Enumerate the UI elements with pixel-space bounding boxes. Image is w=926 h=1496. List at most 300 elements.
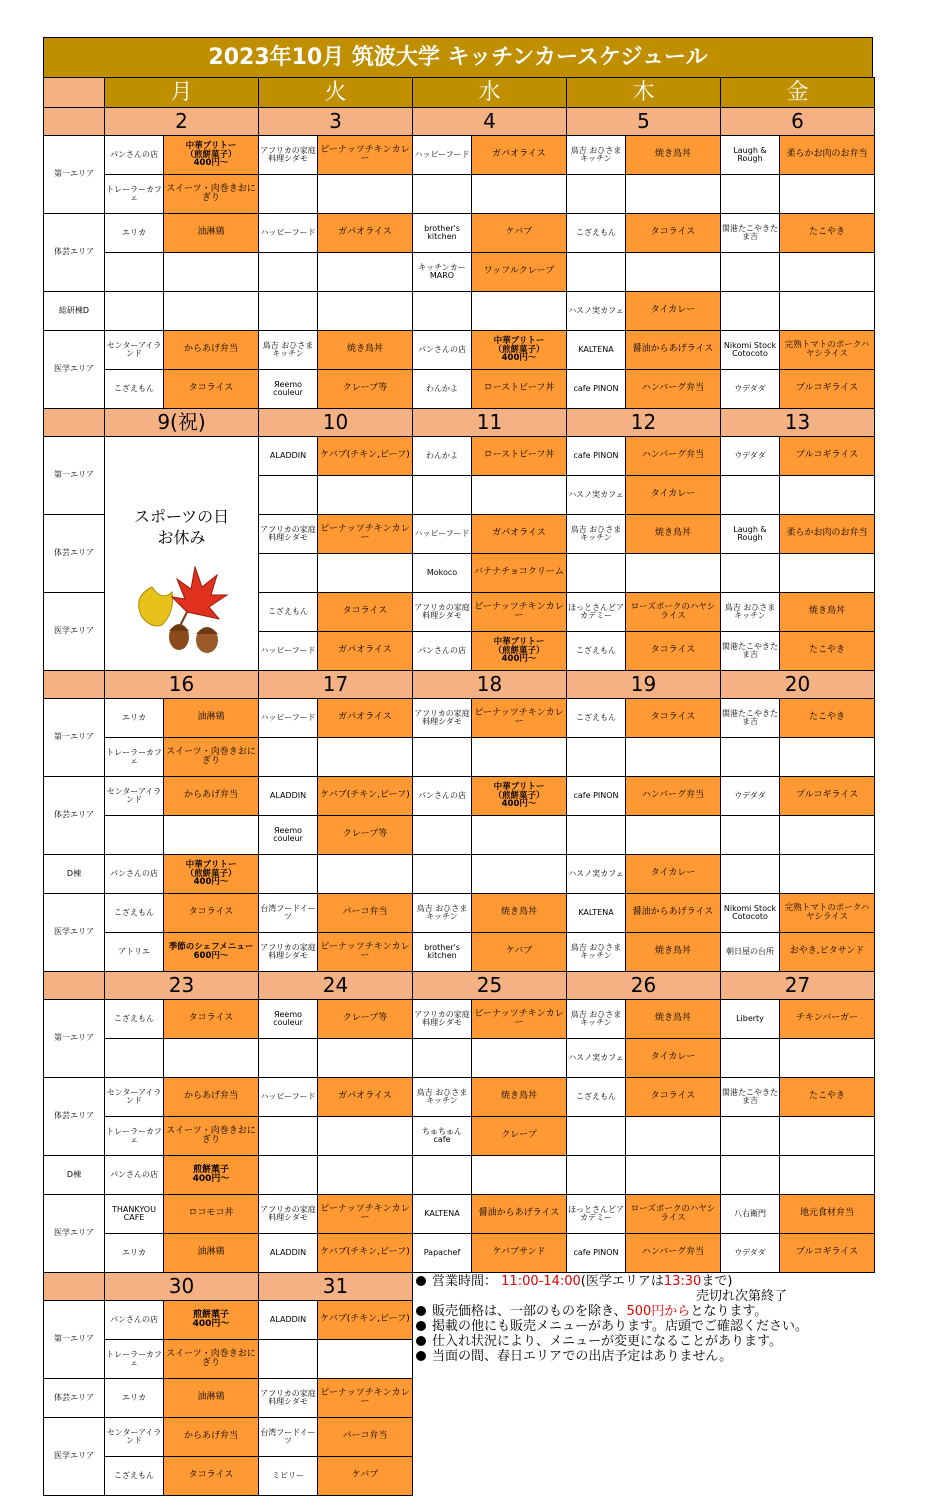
menu-item: タコライス bbox=[625, 213, 721, 253]
empty-menu bbox=[317, 252, 413, 292]
date-row-spacer bbox=[43, 1272, 105, 1301]
shop-name: ハスノ実カフェ bbox=[566, 291, 626, 331]
menu-item: ローズポークのハヤシライス bbox=[625, 592, 721, 632]
shop-name: アフリカの家庭料理シダモ bbox=[258, 1378, 318, 1418]
shop-name: ウデダダ bbox=[720, 1233, 780, 1273]
shop-name: トレーラーカフェ bbox=[104, 1339, 164, 1379]
shop-name: 鳥吉 おひさまキッチン bbox=[412, 893, 472, 933]
menu-item: ガパオライス bbox=[471, 135, 567, 175]
menu-item: ケバブ(チキン,ビーフ) bbox=[317, 1233, 413, 1273]
empty-shop bbox=[258, 1116, 318, 1156]
menu-item: からあげ弁当 bbox=[163, 1077, 259, 1117]
shop-name: THANKYOU CAFE bbox=[104, 1194, 164, 1234]
shop-name: センターアイランド bbox=[104, 1417, 164, 1457]
menu-item: スイーツ・肉巻きおにぎり bbox=[163, 1339, 259, 1379]
area-label: 第一エリア bbox=[43, 135, 105, 214]
menu-item: ケバブ(チキン,ビーフ) bbox=[317, 1300, 413, 1340]
shop-name: センターアイランド bbox=[104, 776, 164, 816]
empty-shop bbox=[412, 737, 472, 777]
menu-item: 油淋鶏 bbox=[163, 1233, 259, 1273]
shop-name: 鳥吉 おひさまキッチン bbox=[566, 514, 626, 554]
area-label: 医学エリア bbox=[43, 330, 105, 409]
empty-shop bbox=[412, 1038, 472, 1078]
shop-name: トレーラーカフェ bbox=[104, 174, 164, 214]
empty-menu bbox=[779, 174, 875, 214]
date-23: 23 bbox=[104, 971, 259, 1000]
shop-name: こざえもん bbox=[258, 592, 318, 632]
menu-item: タイカレー bbox=[625, 854, 721, 894]
menu-item: 醤油からあげライス bbox=[625, 893, 721, 933]
empty-shop bbox=[566, 1155, 626, 1195]
notes bbox=[414, 1274, 874, 1364]
shop-name: こざえもん bbox=[566, 698, 626, 738]
menu-item: チキンバーガー bbox=[779, 999, 875, 1039]
area-label: 第一エリア bbox=[43, 999, 105, 1078]
menu-item: 焼き鳥丼 bbox=[625, 932, 721, 972]
page-title: 2023年10月 筑波大学 キッチンカースケジュール bbox=[43, 37, 873, 78]
menu-item: クレープ等 bbox=[317, 815, 413, 855]
menu-item: ピーナッツチキンカレー bbox=[317, 514, 413, 554]
note-hours bbox=[414, 1274, 874, 1289]
shop-name: ほっとさんどアカデミー bbox=[566, 1194, 626, 1234]
shop-name: ほっとさんどアカデミー bbox=[566, 592, 626, 632]
shop-name: 閖港たこやきたま吉 bbox=[720, 698, 780, 738]
empty-shop bbox=[258, 1038, 318, 1078]
hours-med: 13:30 bbox=[663, 1274, 702, 1289]
empty-menu bbox=[317, 174, 413, 214]
price-post: となります。 bbox=[690, 1304, 768, 1319]
shop-name: cafe PINON bbox=[566, 776, 626, 816]
shop-name: エリカ bbox=[104, 213, 164, 253]
shop-name: Mokoco bbox=[412, 553, 472, 593]
menu-item: 油淋鶏 bbox=[163, 698, 259, 738]
hours-value: 11:00-14:00 bbox=[501, 1274, 581, 1289]
date-row-spacer bbox=[43, 971, 105, 1000]
menu-item: 醤油からあげライス bbox=[471, 1194, 567, 1234]
empty-shop bbox=[720, 737, 780, 777]
empty-menu bbox=[471, 174, 567, 214]
shop-name: 八右衛門 bbox=[720, 1194, 780, 1234]
shop-name: 鳥吉 おひさまキッチン bbox=[566, 999, 626, 1039]
empty-shop bbox=[720, 174, 780, 214]
empty-menu bbox=[625, 252, 721, 292]
area-label: 総研棟D bbox=[43, 291, 105, 331]
empty-menu bbox=[625, 737, 721, 777]
area-label: D棟 bbox=[43, 854, 105, 894]
menu-item: 煎餅菓子 400円～ bbox=[163, 1155, 259, 1195]
empty-shop bbox=[412, 291, 472, 331]
shop-name: アフリカの家庭料理シダモ bbox=[258, 135, 318, 175]
menu-item: 焼き鳥丼 bbox=[625, 514, 721, 554]
date-31: 31 bbox=[258, 1272, 413, 1301]
menu-item: スイーツ・肉巻きおにぎり bbox=[163, 737, 259, 777]
menu-item: タコライス bbox=[163, 999, 259, 1039]
shop-name: 鳥吉 おひさまキッチン bbox=[258, 330, 318, 370]
menu-item: 油淋鶏 bbox=[163, 1378, 259, 1418]
menu-item: ローズポークのハヤシライス bbox=[625, 1194, 721, 1234]
menu-item: からあげ弁当 bbox=[163, 330, 259, 370]
shop-name: ALADDIN bbox=[258, 436, 318, 476]
shop-name: パンさんの店 bbox=[104, 1300, 164, 1340]
shop-name: brother's kitchen bbox=[412, 213, 472, 253]
date-11: 11 bbox=[412, 408, 567, 437]
empty-menu bbox=[317, 475, 413, 515]
day-name-0: 月 bbox=[104, 77, 259, 108]
date-20: 20 bbox=[720, 670, 875, 699]
note-other-menu: 掲載の他にも販売メニューがあります。店頭でご確認ください。 bbox=[414, 1319, 874, 1334]
shop-name: センターアイランド bbox=[104, 1077, 164, 1117]
day-name-4: 金 bbox=[720, 77, 875, 108]
menu-item: ケバブ bbox=[471, 932, 567, 972]
empty-menu bbox=[317, 737, 413, 777]
date-6: 6 bbox=[720, 107, 875, 136]
shop-name: パンさんの店 bbox=[104, 1155, 164, 1195]
menu-item: ピーナッツチキンカレー bbox=[471, 698, 567, 738]
menu-item: たこやき bbox=[779, 631, 875, 671]
menu-item: 完熟トマトのポークハヤシライス bbox=[779, 330, 875, 370]
menu-item: 焼き鳥丼 bbox=[471, 893, 567, 933]
shop-name: わんかよ bbox=[412, 369, 472, 409]
empty-menu bbox=[317, 553, 413, 593]
menu-item: タコライス bbox=[163, 369, 259, 409]
shop-name: アフリカの家庭料理シダモ bbox=[258, 514, 318, 554]
empty-menu bbox=[625, 553, 721, 593]
menu-item: ガパオライス bbox=[317, 213, 413, 253]
shop-name: ハッピーフード bbox=[258, 1077, 318, 1117]
shop-name: パンさんの店 bbox=[412, 330, 472, 370]
empty-menu bbox=[163, 815, 259, 855]
area-label: 医学エリア bbox=[43, 893, 105, 972]
date-26: 26 bbox=[566, 971, 721, 1000]
menu-item: ピーナッツチキンカレー bbox=[317, 932, 413, 972]
menu-item: ケバブ(チキン,ビーフ) bbox=[317, 436, 413, 476]
note-price bbox=[414, 1304, 874, 1319]
shop-name: ハスノ実カフェ bbox=[566, 475, 626, 515]
menu-item: おやき,ピタサンド bbox=[779, 932, 875, 972]
menu-item: 中華ブリトー （煎餅菓子） 400円～ bbox=[163, 854, 259, 894]
shop-name: ちゅちゅん cafe bbox=[412, 1116, 472, 1156]
shop-name: ハッピーフード bbox=[412, 135, 472, 175]
empty-shop bbox=[720, 252, 780, 292]
menu-item: タイカレー bbox=[625, 475, 721, 515]
menu-item: ピーナッツチキンカレー bbox=[471, 999, 567, 1039]
menu-item: タコライス bbox=[625, 1077, 721, 1117]
menu-item: スイーツ・肉巻きおにぎり bbox=[163, 1116, 259, 1156]
area-label: 体芸エリア bbox=[43, 1378, 105, 1418]
day-name-2: 水 bbox=[412, 77, 567, 108]
menu-item: ケバブ bbox=[471, 213, 567, 253]
shop-name: ハッピーフード bbox=[258, 213, 318, 253]
empty-menu bbox=[779, 252, 875, 292]
menu-item: ケバブ(チキン,ビーフ) bbox=[317, 776, 413, 816]
date-16: 16 bbox=[104, 670, 259, 699]
menu-item: バナナチョコクリーム bbox=[471, 553, 567, 593]
empty-menu bbox=[625, 1155, 721, 1195]
empty-menu bbox=[317, 291, 413, 331]
menu-item: ガパオライス bbox=[317, 698, 413, 738]
empty-shop bbox=[720, 1155, 780, 1195]
shop-name: アフリカの家庭料理シダモ bbox=[258, 1194, 318, 1234]
empty-menu bbox=[317, 1339, 413, 1379]
empty-shop bbox=[720, 854, 780, 894]
area-label: 体芸エリア bbox=[43, 514, 105, 593]
shop-name: 鳥吉 おひさまキッチン bbox=[720, 592, 780, 632]
menu-item: ハンバーグ弁当 bbox=[625, 369, 721, 409]
shop-name: アフリカの家庭料理シダモ bbox=[412, 999, 472, 1039]
menu-item: たこやき bbox=[779, 698, 875, 738]
date-9(祝): 9(祝) bbox=[104, 408, 259, 437]
empty-shop bbox=[258, 1339, 318, 1379]
menu-item: パーコ弁当 bbox=[317, 1417, 413, 1457]
shop-name: 閖港たこやきたま吉 bbox=[720, 213, 780, 253]
shop-name: こざえもん bbox=[104, 1456, 164, 1496]
menu-item: 季節のシェフメニュー 600円～ bbox=[163, 932, 259, 972]
empty-shop bbox=[412, 815, 472, 855]
shop-name: ウデダダ bbox=[720, 776, 780, 816]
empty-menu bbox=[471, 291, 567, 331]
menu-item: 焼き鳥丼 bbox=[317, 330, 413, 370]
shop-name: ハッピーフード bbox=[412, 514, 472, 554]
empty-menu bbox=[779, 553, 875, 593]
empty-menu bbox=[779, 737, 875, 777]
empty-menu bbox=[317, 854, 413, 894]
menu-item: ケバブ bbox=[317, 1456, 413, 1496]
menu-item: ピーナッツチキンカレー bbox=[471, 592, 567, 632]
shop-name: こざえもん bbox=[566, 1077, 626, 1117]
empty-shop bbox=[258, 737, 318, 777]
menu-item: ワッフルクレープ bbox=[471, 252, 567, 292]
empty-menu bbox=[625, 1116, 721, 1156]
shop-name: ミビリー bbox=[258, 1456, 318, 1496]
shop-name: こざえもん bbox=[104, 369, 164, 409]
menu-item: からあげ弁当 bbox=[163, 1417, 259, 1457]
day-name-3: 木 bbox=[566, 77, 721, 108]
empty-menu bbox=[317, 1155, 413, 1195]
empty-shop bbox=[258, 1155, 318, 1195]
shop-name: brother's kitchen bbox=[412, 932, 472, 972]
empty-shop bbox=[258, 174, 318, 214]
date-13: 13 bbox=[720, 408, 875, 437]
price-pre: 販売価格は、一部のものを除き、 bbox=[432, 1304, 627, 1319]
menu-item: ガパオライス bbox=[317, 631, 413, 671]
empty-shop bbox=[566, 815, 626, 855]
shop-name: アフリカの家庭料理シダモ bbox=[258, 932, 318, 972]
date-12: 12 bbox=[566, 408, 721, 437]
menu-item: からあげ弁当 bbox=[163, 776, 259, 816]
shop-name: ALADDIN bbox=[258, 776, 318, 816]
date-27: 27 bbox=[720, 971, 875, 1000]
date-2: 2 bbox=[104, 107, 259, 136]
shop-name: ウデダダ bbox=[720, 369, 780, 409]
empty-menu bbox=[163, 252, 259, 292]
empty-menu bbox=[317, 1116, 413, 1156]
menu-item: 焼き鳥丼 bbox=[779, 592, 875, 632]
date-10: 10 bbox=[258, 408, 413, 437]
menu-item: 焼き鳥丼 bbox=[625, 999, 721, 1039]
shop-name: KALTENA bbox=[566, 330, 626, 370]
shop-name: エリカ bbox=[104, 1233, 164, 1273]
menu-item: 柔らかお肉のお弁当 bbox=[779, 135, 875, 175]
shop-name: トレーラーカフェ bbox=[104, 1116, 164, 1156]
shop-name: Liberty bbox=[720, 999, 780, 1039]
shop-name: エリカ bbox=[104, 1378, 164, 1418]
menu-item: タイカレー bbox=[625, 291, 721, 331]
menu-item: ロコモコ丼 bbox=[163, 1194, 259, 1234]
empty-menu bbox=[471, 737, 567, 777]
date-3: 3 bbox=[258, 107, 413, 136]
area-label: 体芸エリア bbox=[43, 1077, 105, 1156]
date-17: 17 bbox=[258, 670, 413, 699]
date-30: 30 bbox=[104, 1272, 259, 1301]
menu-item: ケバブサンド bbox=[471, 1233, 567, 1273]
menu-item: タコライス bbox=[625, 698, 721, 738]
shop-name: センターアイランド bbox=[104, 330, 164, 370]
shop-name: わんかよ bbox=[412, 436, 472, 476]
shop-name: Laugh & Rough bbox=[720, 514, 780, 554]
shop-name: ハスノ実カフェ bbox=[566, 1038, 626, 1078]
menu-item: ピーナッツチキンカレー bbox=[317, 135, 413, 175]
shop-name: 鳥吉 おひさまキッチン bbox=[566, 932, 626, 972]
note-kasuga: 当面の間、春日エリアでの出店予定はありません。 bbox=[414, 1349, 874, 1364]
holiday-cell bbox=[104, 436, 259, 671]
shop-name: パンさんの店 bbox=[412, 776, 472, 816]
shop-name: 閖港たこやきたま吉 bbox=[720, 631, 780, 671]
empty-menu bbox=[317, 1038, 413, 1078]
menu-item: ハンバーグ弁当 bbox=[625, 436, 721, 476]
shop-name: キッチンカーMARO bbox=[412, 252, 472, 292]
empty-shop bbox=[258, 553, 318, 593]
date-row-spacer bbox=[43, 107, 105, 136]
empty-shop bbox=[720, 291, 780, 331]
menu-item: ガパオライス bbox=[317, 1077, 413, 1117]
menu-item: 中華ブリトー （煎餅菓子） 400円～ bbox=[163, 135, 259, 175]
shop-name: エリカ bbox=[104, 698, 164, 738]
menu-item: 柔らかお肉のお弁当 bbox=[779, 514, 875, 554]
shop-name: 鳥吉 おひさまキッチン bbox=[566, 135, 626, 175]
empty-menu bbox=[779, 1116, 875, 1156]
empty-shop bbox=[258, 252, 318, 292]
shop-name: Nikomi Stock Cotocoto bbox=[720, 330, 780, 370]
menu-item: タコライス bbox=[163, 893, 259, 933]
shop-name: トレーラーカフェ bbox=[104, 737, 164, 777]
area-label: 医学エリア bbox=[43, 592, 105, 671]
shop-name: 台湾フードイーツ bbox=[258, 1417, 318, 1457]
menu-item: 中華ブリトー （煎餅菓子） 400円～ bbox=[471, 776, 567, 816]
price-value: 500円から bbox=[626, 1304, 691, 1319]
area-label: 体芸エリア bbox=[43, 776, 105, 855]
hours-paren: (医学エリアは bbox=[580, 1274, 664, 1289]
menu-item: プルコギライス bbox=[779, 776, 875, 816]
empty-shop bbox=[104, 291, 164, 331]
empty-shop bbox=[566, 252, 626, 292]
shop-name: Nikomi Stock Cotocoto bbox=[720, 893, 780, 933]
shop-name: ハッピーフード bbox=[258, 698, 318, 738]
empty-shop bbox=[104, 815, 164, 855]
empty-shop bbox=[258, 475, 318, 515]
empty-menu bbox=[625, 815, 721, 855]
empty-shop bbox=[566, 737, 626, 777]
shop-name: パンさんの店 bbox=[412, 631, 472, 671]
empty-shop bbox=[412, 1155, 472, 1195]
empty-shop bbox=[412, 174, 472, 214]
shop-name: cafe PINON bbox=[566, 436, 626, 476]
shop-name: こざえもん bbox=[566, 631, 626, 671]
empty-shop bbox=[412, 854, 472, 894]
shop-name: ALADDIN bbox=[258, 1233, 318, 1273]
date-19: 19 bbox=[566, 670, 721, 699]
menu-item: 地元食材弁当 bbox=[779, 1194, 875, 1234]
menu-item: クレープ bbox=[471, 1116, 567, 1156]
menu-item: タコライス bbox=[625, 631, 721, 671]
empty-shop bbox=[258, 291, 318, 331]
shop-name: Яeemo couleur bbox=[258, 369, 318, 409]
shop-name: ウデダダ bbox=[720, 436, 780, 476]
menu-item: ハンバーグ弁当 bbox=[625, 1233, 721, 1273]
area-label: 医学エリア bbox=[43, 1417, 105, 1496]
shop-name: 台湾フードイーツ bbox=[258, 893, 318, 933]
hours-paren-close: まで) bbox=[701, 1274, 733, 1289]
holiday-text: スポーツの日 お休み bbox=[133, 507, 230, 547]
empty-menu bbox=[779, 475, 875, 515]
empty-menu bbox=[163, 1038, 259, 1078]
empty-menu bbox=[471, 815, 567, 855]
area-label: D棟 bbox=[43, 1155, 105, 1195]
menu-item: タコライス bbox=[317, 592, 413, 632]
menu-item: プルコギライス bbox=[779, 1233, 875, 1273]
menu-item: ローストビーフ丼 bbox=[471, 436, 567, 476]
shop-name: 閖港たこやきたま吉 bbox=[720, 1077, 780, 1117]
menu-item: 中華ブリトー （煎餅菓子） 400円～ bbox=[471, 631, 567, 671]
empty-shop bbox=[720, 553, 780, 593]
shop-name: こざえもん bbox=[104, 999, 164, 1039]
autumn-leaves-icon bbox=[127, 557, 237, 657]
menu-item: ローストビーフ丼 bbox=[471, 369, 567, 409]
menu-item: 油淋鶏 bbox=[163, 213, 259, 253]
empty-menu bbox=[779, 1155, 875, 1195]
empty-menu bbox=[471, 1155, 567, 1195]
area-label: 体芸エリア bbox=[43, 213, 105, 292]
menu-item: ハンバーグ弁当 bbox=[625, 776, 721, 816]
empty-menu bbox=[779, 1038, 875, 1078]
menu-item: 煎餅菓子 400円～ bbox=[163, 1300, 259, 1340]
shop-name: アフリカの家庭料理シダモ bbox=[412, 698, 472, 738]
menu-item: たこやき bbox=[779, 213, 875, 253]
shop-name: KALTENA bbox=[566, 893, 626, 933]
empty-shop bbox=[566, 553, 626, 593]
shop-name: ALADDIN bbox=[258, 1300, 318, 1340]
date-24: 24 bbox=[258, 971, 413, 1000]
empty-shop bbox=[566, 1116, 626, 1156]
menu-item: たこやき bbox=[779, 1077, 875, 1117]
shop-name: アフリカの家庭料理シダモ bbox=[412, 592, 472, 632]
shop-name: cafe PINON bbox=[566, 369, 626, 409]
shop-name: パンさんの店 bbox=[104, 854, 164, 894]
empty-menu bbox=[471, 1038, 567, 1078]
empty-shop bbox=[566, 174, 626, 214]
empty-shop bbox=[720, 815, 780, 855]
empty-shop bbox=[258, 854, 318, 894]
menu-item: ピーナッツチキンカレー bbox=[317, 1194, 413, 1234]
shop-name: 朝日屋の台所 bbox=[720, 932, 780, 972]
menu-item: 中華ブリトー （煎餅菓子） 400円～ bbox=[471, 330, 567, 370]
menu-item: 焼き鳥丼 bbox=[471, 1077, 567, 1117]
empty-shop bbox=[720, 1116, 780, 1156]
hours-label: 営業時間： bbox=[432, 1274, 498, 1289]
date-row-spacer bbox=[43, 670, 105, 699]
menu-item: 醤油からあげライス bbox=[625, 330, 721, 370]
menu-item: プルコギライス bbox=[779, 369, 875, 409]
day-name-1: 火 bbox=[258, 77, 413, 108]
